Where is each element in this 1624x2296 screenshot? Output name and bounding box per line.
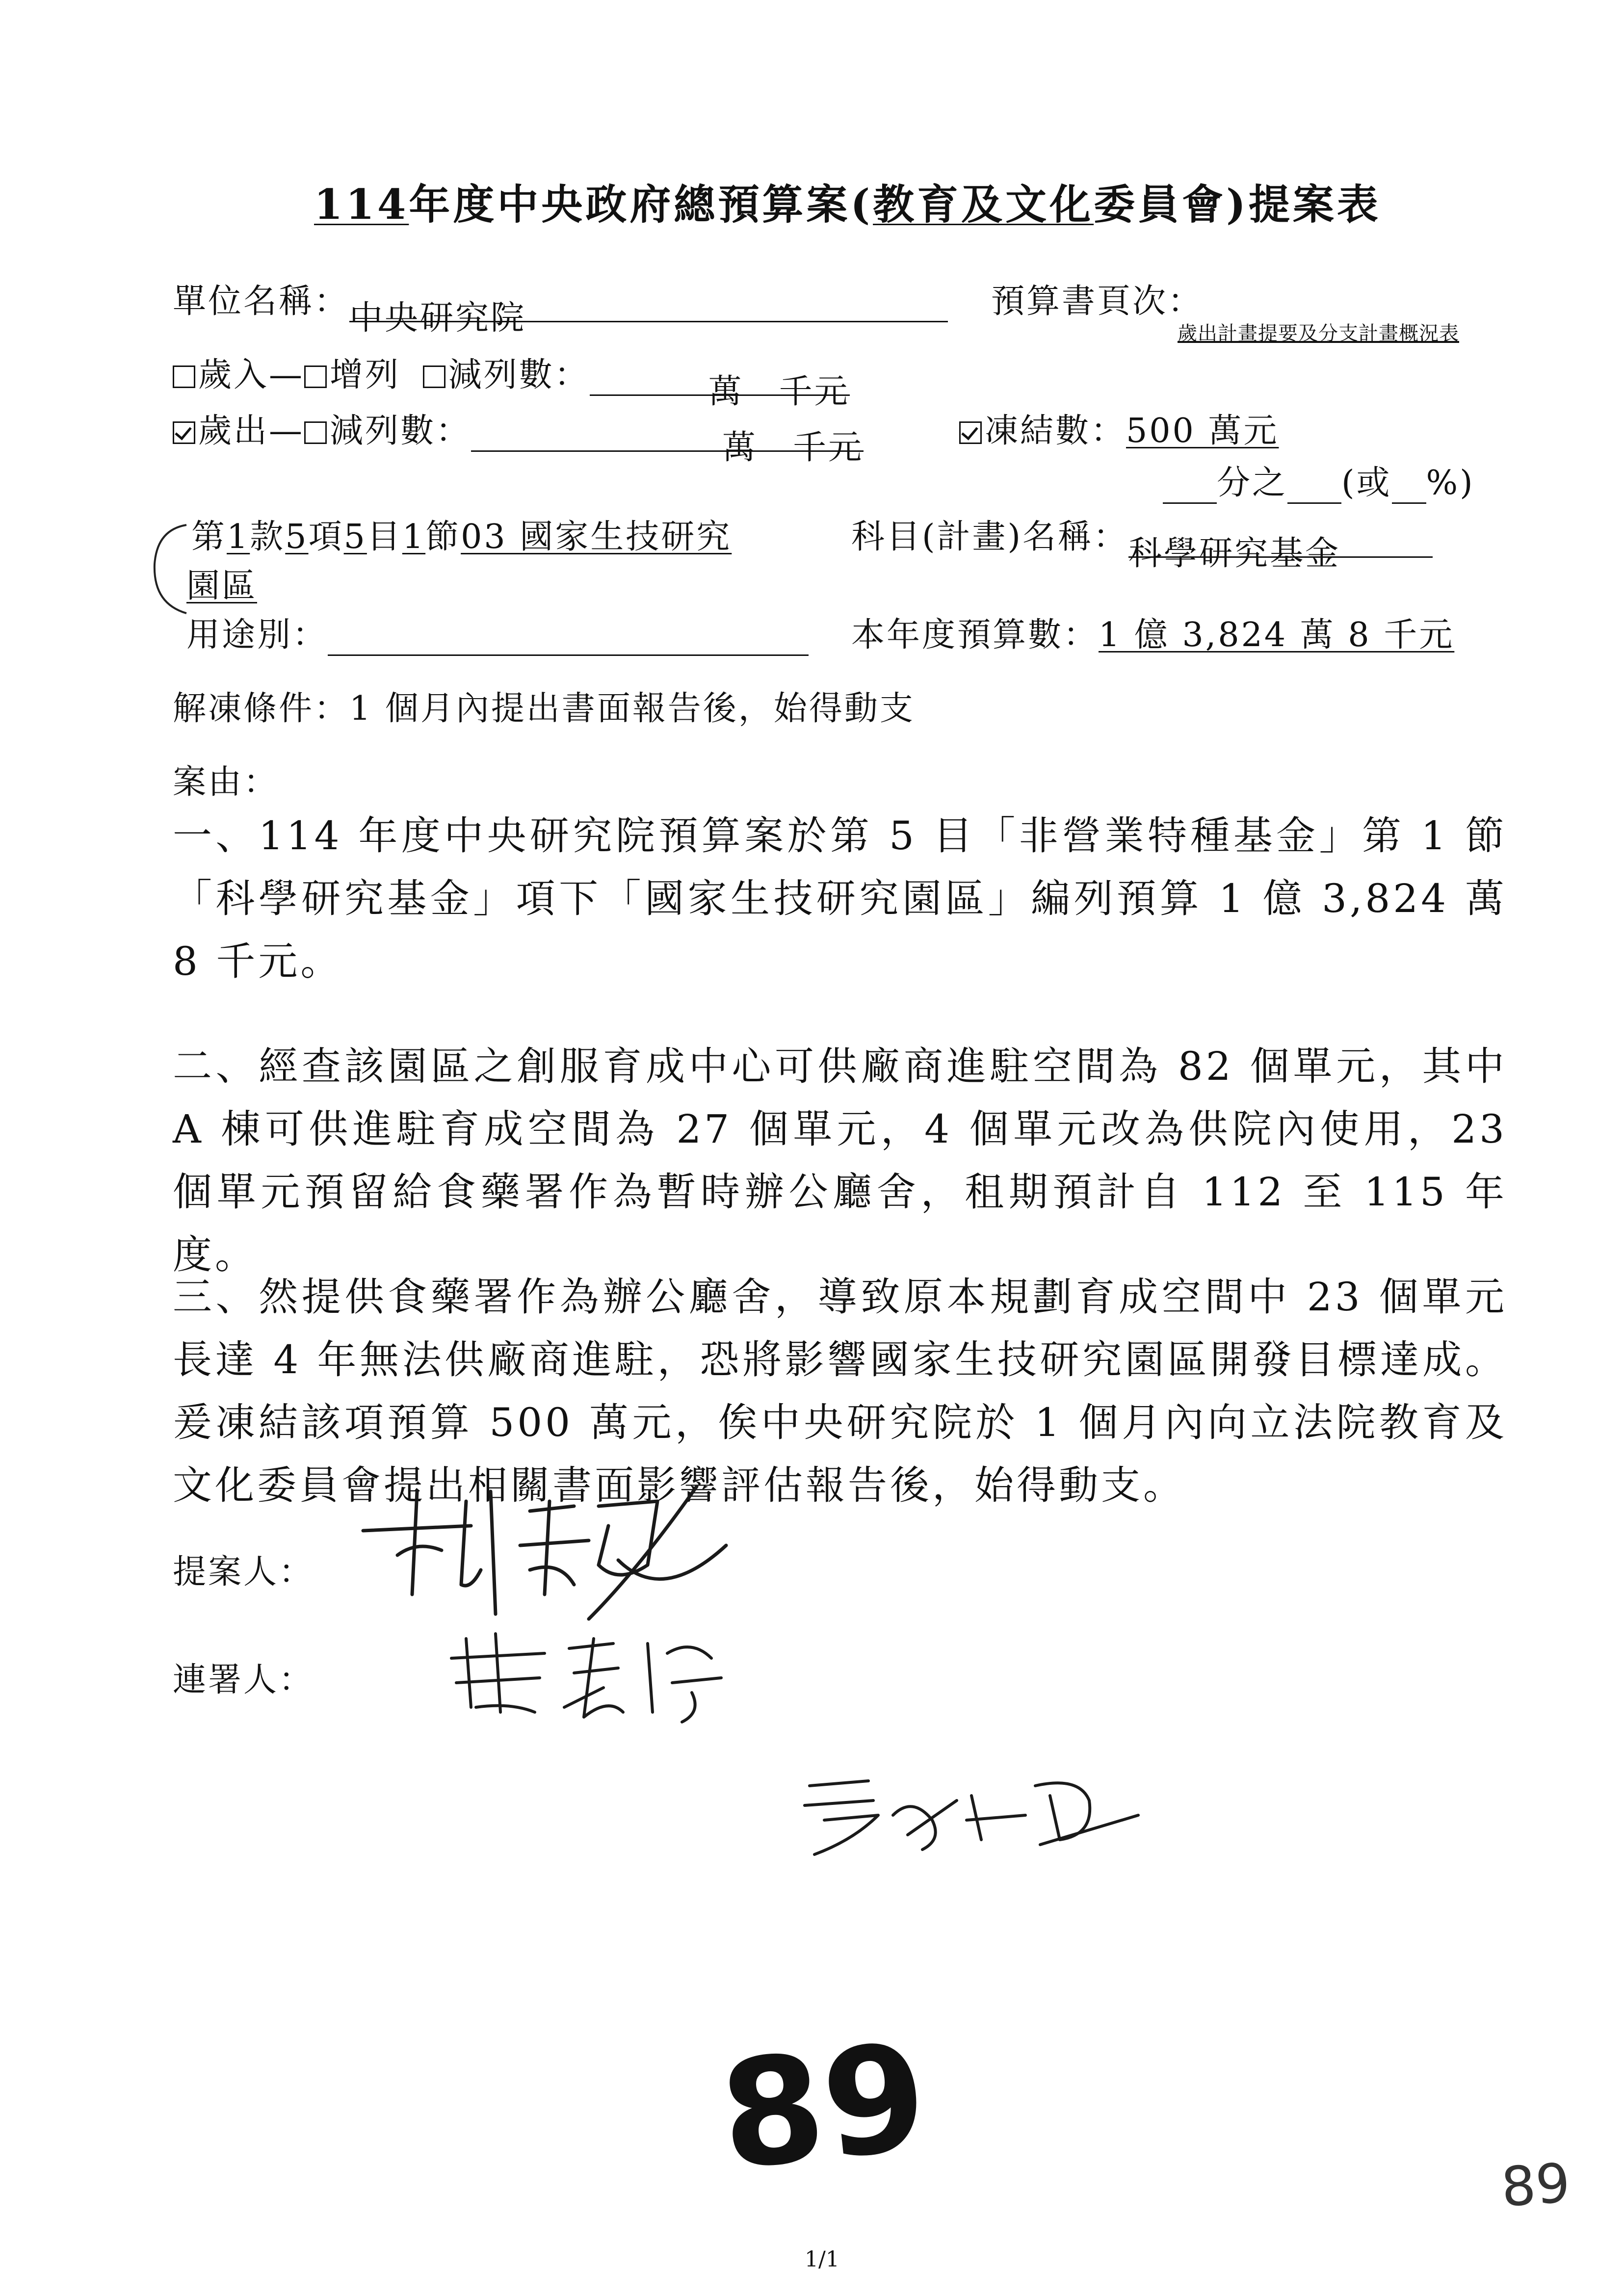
bracket-mark bbox=[147, 520, 191, 618]
item-name-field bbox=[1128, 527, 1433, 573]
title-after: 委員會)提案表 bbox=[1094, 180, 1381, 229]
page-footer: 1/1 bbox=[805, 2247, 839, 2272]
budget-label: 本年度預算數： bbox=[851, 616, 1099, 654]
usage-label: 用途別： bbox=[186, 616, 328, 654]
unit-label: 單位名稱： bbox=[173, 282, 350, 321]
expenditure-decrease-label: 減列數： bbox=[330, 412, 471, 450]
item-continued bbox=[186, 559, 257, 607]
freeze-label: 凍結數： bbox=[985, 412, 1126, 450]
item-name-row bbox=[851, 510, 1433, 573]
revenue-row bbox=[173, 348, 850, 411]
expenditure-decrease-checkbox[interactable] bbox=[304, 421, 327, 444]
handwritten-page-number: 89 bbox=[712, 2011, 935, 2203]
fraction-part2: (或 bbox=[1341, 464, 1392, 502]
corner-page-number: 89 bbox=[1499, 2151, 1572, 2219]
title-committee: 教育及文化 bbox=[873, 180, 1094, 229]
item-name-label: 科目(計畫)名稱： bbox=[851, 518, 1129, 556]
unfreeze-row bbox=[173, 682, 915, 730]
item-plan: 03 國家生技研究 bbox=[461, 518, 732, 556]
title-before: 年度中央政府總預算案( bbox=[409, 180, 873, 229]
item-continued-text: 園區 bbox=[186, 567, 258, 605]
freeze-checkbox[interactable] bbox=[959, 421, 982, 444]
unfreeze-label: 解凍條件： bbox=[173, 689, 350, 728]
expenditure-prefix: 歲出— bbox=[198, 412, 305, 450]
paragraph-1: 一、114 年度中央研究院預算案於第 5 目「非營業特種基金」第 1 節「科學研究基金」項下「國家生技研究園區」編列預算 1 億 3,824 萬 8 千元。 bbox=[173, 813, 1507, 984]
fraction-part3: %) bbox=[1426, 464, 1475, 502]
usage-row bbox=[186, 608, 809, 656]
page-ref-label: 預算書頁次： bbox=[991, 282, 1204, 321]
freeze-value: 500 萬元 bbox=[1126, 412, 1279, 450]
paragraph-2: 二、經查該園區之創服育成中心可供廠商進駐空間為 82 個單元，其中 A 棟可供進駐育成空間為 27 個單元，4 個單元改為供院內使用，23 個單元預留給食藥署作為暫時辦公廳舍，租期預計自 112 至 115 年度。 bbox=[173, 1044, 1507, 1278]
revenue-increase-checkbox[interactable] bbox=[304, 365, 327, 388]
expenditure-row bbox=[173, 404, 864, 467]
revenue-units: 萬 千元 bbox=[708, 372, 850, 411]
item-jie-num: 1 bbox=[402, 518, 426, 556]
item-row bbox=[191, 510, 732, 558]
usage-field bbox=[328, 625, 809, 656]
unit-value: 中央研究院 bbox=[349, 299, 526, 338]
expenditure-amount-field bbox=[471, 421, 864, 467]
item-mu: 目 bbox=[367, 518, 402, 556]
revenue-increase-label: 增列 bbox=[330, 356, 401, 394]
revenue-amount-field bbox=[590, 365, 850, 411]
revenue-checkbox[interactable] bbox=[173, 365, 195, 388]
paragraph-3: 三、然提供食藥署作為辦公廳舍，導致原本規劃育成空間中 23 個單元長達 4 年無法供廠商進駐，恐將影響國家生技研究園區開發目標達成。爰凍結該項預算 500 萬元，俟中央研究院於 1 個月內向立法院教育及文化委員會提出相關書面影響評估報告後，始得動支。 bbox=[173, 1274, 1507, 1508]
reason-label: 案由： bbox=[173, 763, 279, 802]
item-kuan-num: 1 bbox=[227, 518, 250, 556]
fraction-part1: 分之 bbox=[1217, 464, 1288, 502]
revenue-prefix: 歲入— bbox=[198, 356, 305, 394]
item-di: 第 bbox=[191, 518, 227, 556]
proposer-label: 提案人： bbox=[173, 1553, 314, 1592]
cosigner-label: 連署人： bbox=[173, 1661, 314, 1699]
title-year: 114 bbox=[314, 180, 409, 229]
budget-row bbox=[851, 608, 1454, 656]
document-title bbox=[314, 172, 1381, 231]
cosigner-signature-1 bbox=[437, 1609, 741, 1727]
item-jie: 節 bbox=[425, 518, 461, 556]
freeze-row bbox=[959, 404, 1279, 452]
item-xiang: 項 bbox=[308, 518, 344, 556]
item-mu-num: 5 bbox=[343, 518, 367, 556]
page-ref-note: 歲出計畫提要及分支計畫概況表 bbox=[1178, 322, 1459, 345]
expenditure-checkbox[interactable] bbox=[173, 421, 195, 444]
budget-value: 1 億 3,824 萬 8 千元 bbox=[1099, 616, 1455, 654]
item-xiang-num: 5 bbox=[285, 518, 309, 556]
expenditure-units: 萬 千元 bbox=[722, 428, 864, 467]
revenue-decrease-checkbox[interactable] bbox=[423, 365, 445, 388]
item-kuan: 款 bbox=[250, 518, 286, 556]
item-name-value: 科學研究基金 bbox=[1128, 534, 1341, 573]
fraction-row bbox=[1163, 456, 1475, 504]
unit-value-field bbox=[349, 291, 948, 338]
cosigner-signature-2 bbox=[795, 1766, 1148, 1864]
unfreeze-value: 1 個月內提出書面報告後，始得動支 bbox=[349, 689, 915, 728]
unit-row bbox=[173, 275, 948, 338]
revenue-decrease-label: 減列數： bbox=[448, 356, 590, 394]
